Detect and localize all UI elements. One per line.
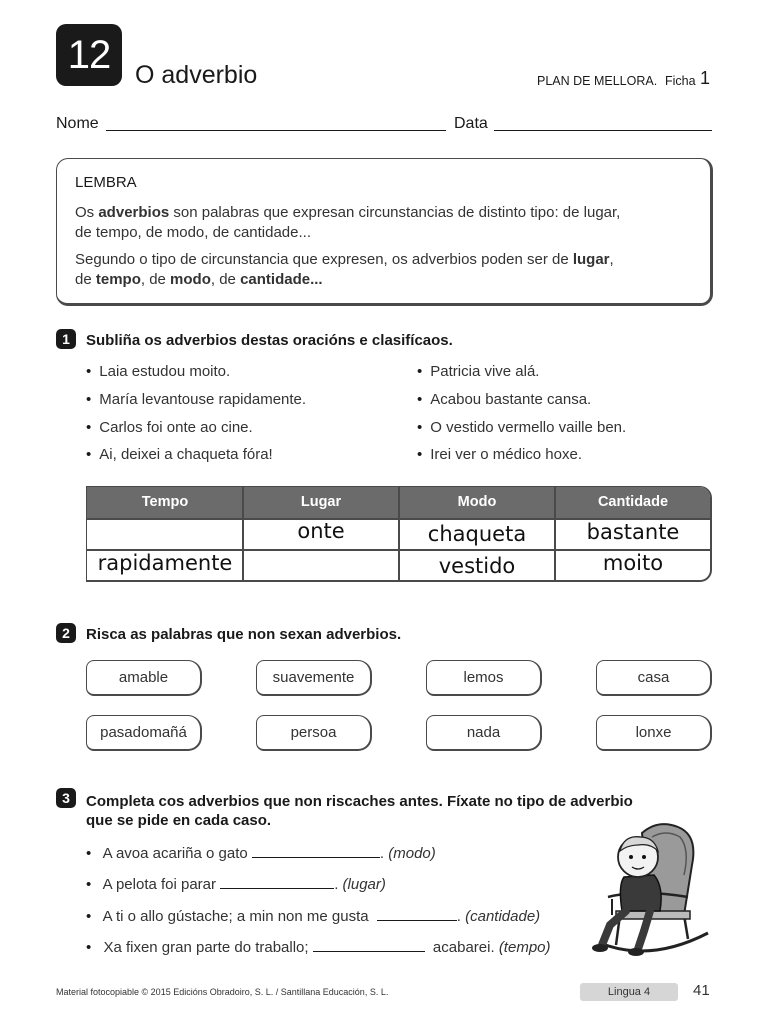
exercise-1-instruction: Subliña os adverbios destas oracións e clasifícaos. <box>86 332 453 349</box>
footer-book-label: Lingua 4 <box>580 983 678 1001</box>
fill-blank-text: A ti o allo gústache; a min non me gusta <box>102 908 369 925</box>
table-cell[interactable]: rapidamente <box>97 551 233 575</box>
fill-blank-text: A avoa acariña o gato <box>102 845 248 862</box>
ficha-number: 1 <box>700 68 711 88</box>
adverb-type-hint: (cantidade) <box>465 908 541 925</box>
adverb-type-hint: (lugar) <box>342 876 386 893</box>
fill-blank-text: A pelota foi parar <box>102 876 217 893</box>
lembra-paragraph-2-line-2 <box>75 271 323 288</box>
table-cell[interactable]: moito <box>602 551 664 575</box>
exercise-3-number: 3 <box>56 788 76 808</box>
table-cell[interactable]: bastante <box>586 520 680 544</box>
word-box[interactable]: suavemente <box>256 660 372 696</box>
lembra-text: de <box>75 271 96 288</box>
word-box[interactable]: amable <box>86 660 202 696</box>
word-box[interactable]: nada <box>426 715 542 751</box>
ficha-label: Ficha <box>665 74 696 88</box>
fill-blank-text: . <box>334 876 339 893</box>
page-number: 41 <box>693 982 710 999</box>
sentence-item[interactable]: • Patricia vive alá. <box>417 363 539 380</box>
classification-table <box>86 486 712 582</box>
footer-copyright: Material fotocopiable © 2015 Edicións Obradoiro, S. L. / Santillana Educación, S. L. <box>56 987 389 997</box>
fill-blank-text: . <box>379 845 385 862</box>
table-header-tempo: Tempo <box>141 494 189 510</box>
word-box[interactable]: pasadomañá <box>86 715 202 751</box>
fill-blank-text: . <box>456 908 461 925</box>
sentence-item[interactable]: • Irei ver o médico hoxe. <box>417 446 582 463</box>
table-header-modo: Modo <box>457 494 497 510</box>
fill-blank-text: acabarei. <box>432 939 495 956</box>
exercise-2-number: 2 <box>56 623 76 643</box>
lembra-paragraph-1-line-2: de tempo, de modo, de cantidade... <box>75 224 311 241</box>
lembra-keyword: tempo <box>95 271 141 288</box>
lembra-keyword: adverbios <box>98 204 170 221</box>
lembra-text: , de <box>140 271 171 288</box>
exercise-3-instruction-line-2: que se pide en cada caso. <box>86 812 272 829</box>
lembra-text: Segundo o tipo de circunstancia que expresen, os adverbios poden ser de <box>75 251 573 268</box>
sentence-item[interactable]: • María levantouse rapidamente. <box>86 391 306 408</box>
table-cell[interactable]: vestido <box>438 554 516 578</box>
lembra-keyword: cantidade... <box>240 271 323 288</box>
table-cell[interactable]: chaqueta <box>427 522 527 546</box>
sentence-item[interactable]: • Laia estudou moito. <box>86 363 230 380</box>
child-rocking-chair-illustration <box>580 815 730 965</box>
fill-blank-text: Xa fixen gran parte do traballo; <box>103 939 309 956</box>
fill-blank-item <box>86 844 436 862</box>
adverb-type-hint: (modo) <box>388 845 436 862</box>
lembra-keyword: modo <box>170 271 211 288</box>
answer-blank[interactable] <box>220 875 334 889</box>
word-box[interactable]: lemos <box>426 660 542 696</box>
lembra-paragraph-2 <box>75 251 614 268</box>
page-title: O adverbio <box>135 61 258 89</box>
table-cell[interactable]: onte <box>297 519 345 543</box>
date-field-line[interactable] <box>494 130 712 131</box>
lembra-keyword: lugar <box>572 251 610 268</box>
date-label: Data <box>454 115 488 132</box>
exercise-2-instruction: Risca as palabras que non sexan adverbios. <box>86 626 402 643</box>
table-header-cantidade: Cantidade <box>597 494 669 510</box>
lembra-text: son palabras que expresan circunstancias de distinto tipo: de lugar, <box>169 204 621 221</box>
table-header-lugar: Lugar <box>300 494 342 510</box>
sentence-item[interactable]: • Ai, deixei a chaqueta fóra! <box>86 446 273 463</box>
word-box[interactable]: casa <box>596 660 712 696</box>
unit-number-badge: 12 <box>56 24 122 86</box>
fill-blank-item <box>86 907 540 925</box>
adverb-type-hint: (tempo) <box>498 939 551 956</box>
answer-blank[interactable] <box>313 938 425 952</box>
answer-blank[interactable] <box>377 907 457 921</box>
word-box[interactable]: persoa <box>256 715 372 751</box>
sentence-item[interactable]: • Acabou bastante cansa. <box>417 391 591 408</box>
lembra-text: Os <box>75 204 99 221</box>
sentence-item[interactable]: • Carlos foi onte ao cine. <box>86 419 253 436</box>
name-label: Nome <box>56 115 99 132</box>
sentence-item[interactable]: • O vestido vermello vaille ben. <box>417 419 626 436</box>
lembra-title: LEMBRA <box>75 174 137 191</box>
lembra-paragraph-1 <box>75 204 620 221</box>
plan-label: PLAN DE MELLORA. <box>537 74 658 88</box>
answer-blank[interactable] <box>252 844 380 858</box>
name-field-line[interactable] <box>106 130 446 131</box>
fill-blank-item <box>86 875 386 893</box>
exercise-3-instruction-line-1: Completa cos adverbios que non riscaches antes. Fíxate no tipo de adverbio <box>86 793 633 810</box>
lembra-text: , <box>609 251 614 268</box>
fill-blank-item <box>86 938 551 956</box>
word-box[interactable]: lonxe <box>596 715 712 751</box>
lembra-text: , de <box>210 271 241 288</box>
exercise-1-number: 1 <box>56 329 76 349</box>
